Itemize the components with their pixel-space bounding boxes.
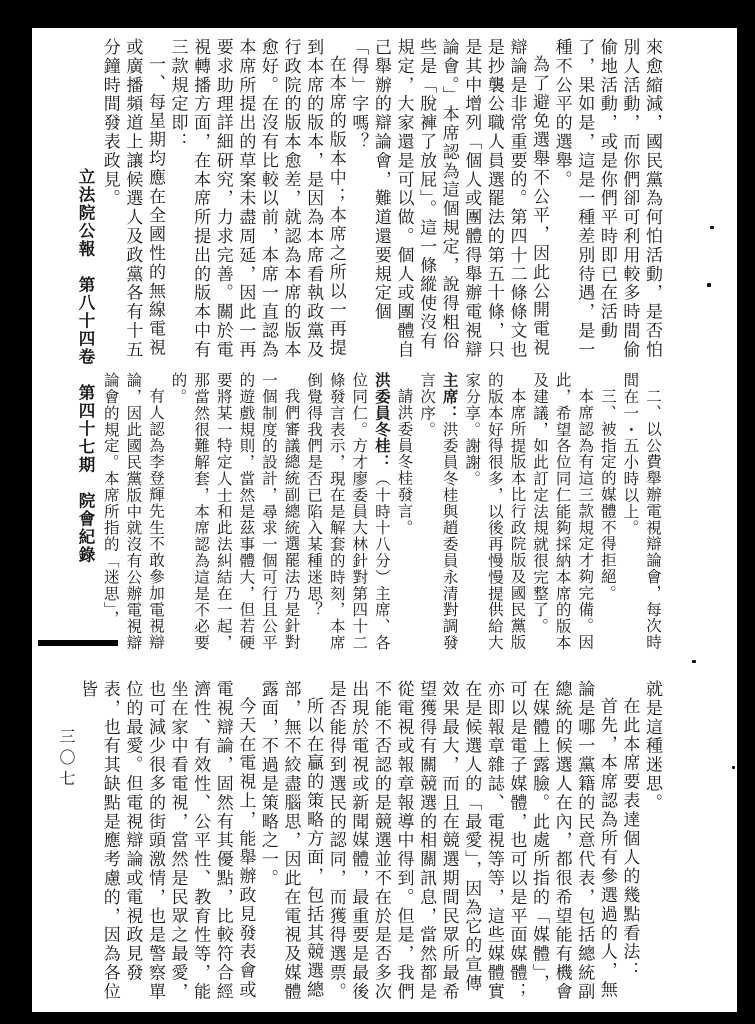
paragraph: 有人認為李登輝先生不敢參加電視辯論，因此國民黨版中就沒有公辦電視辯論會的規定。本席所指的「迷思」， — [101, 372, 164, 651]
paragraph: 今天在電視上，能舉辦政見發表會或電視辯論，固然有其優點，比較符合經濟性、有效性、公平性、教育性等，能坐在家中看電視，當然是民眾之最愛，也可減少很多的街頭激情，也是警察單位的最愛。但電視辯論或電視政見發表，也有其缺點是應考慮的，因為各位皆 — [78, 680, 256, 1002]
page-surface — [32, 28, 737, 1012]
speaker-label-hong: 洪委員冬桂： — [372, 372, 390, 471]
page-number: 三〇七 — [57, 728, 74, 791]
paragraph: 請洪委員冬桂發言。 — [395, 387, 413, 536]
paragraph: 本席所提版本比行政院版及國民黨版的版本好得很多，以後再慢慢提供給大家分享。謝謝。 — [463, 372, 526, 651]
paragraph-speech — [302, 372, 392, 658]
text-band-top — [98, 38, 663, 362]
paragraph: 首先，本席認為所有參選過的人，無論是哪一黨籍的民意代表，包括總統副總統的候選人在內，都很希望能有機會在媒體上露臉。此處所指的「媒體」，可以是電子媒體，也可以是平面媒體；亦即報章雜誌、電視等等，這些媒體實在是候選人的「最愛」，因為它的宣傳效果最大，而且在競選期間民眾所最希望獲得有關競選的相關訊息，當然都是從電視或報章報導中得到。但是，我們不能不否認的是競選並不在於是否多次出現於電視或新聞媒體，最重要是最後是否能得到選民的認同，而獲得選票。 — [326, 680, 617, 1002]
paragraph: 就是這種迷思。 — [643, 680, 662, 813]
paragraph: 本席認為有這三款規定才夠完備。因此，希望各位同仁能夠採納本席的版本及建議，如此訂定法規就很完整了。 — [531, 372, 594, 651]
paragraph-speech — [414, 372, 459, 658]
paragraph-list-item: 三、被指定的媒體不得拒絕。 — [598, 387, 616, 601]
paragraph-list-item: 一、每星期均應在全國性的無線電視或廣播頻道上讓候選人及政黨各有十五分鐘時間發表政見。 — [100, 38, 165, 360]
text-band-bottom — [76, 680, 663, 1004]
paragraph: 為了避免選舉不公平，因此公開電視辯論是非常重要的。第四十二條條文也是抄襲公職人員選罷法的第五十條，只是其中增列「個人或團體得舉辦電視辯論會。」本席認為這個規定，說得粗俗些是「脫褲了放屁」。這一條縱使沒有規定，大家還是可以做。個人或團體自己舉辦的辯論會，難道還要規定個「得」字嗎？ — [349, 38, 550, 360]
scan-speck — [692, 660, 696, 663]
speech-text: （十時十八分）主席、各位同仁。方才廖委員大林針對第四十二條發言表示，現在是解套的時刻，本席倒覺得我們是否已陷入某種迷思？ — [305, 372, 390, 651]
paragraph: 在本席的版本中；本席之所以一再提到本席的版本，是因為本席看執政黨及行政院的版本愈差，就認為本席的版本愈好。在沒有比較以前，本席一直認為本席所提出的草案未盡周延，因此一再要求助理詳細研究，力求完善。關於電視轉播方面，在本席所提出的版本中有三款規定即： — [168, 38, 346, 360]
paragraph: 來愈縮減，國民黨為何怕活動，是否怕別人活動，而你們卻可利用較多時間偷偷地活動，或是你們平時即已在活動了，果如是，這是一種差別待遇，是一種不公平的選舉。 — [552, 38, 662, 360]
scan-speck — [710, 226, 714, 229]
text-band-middle — [98, 372, 663, 658]
speech-text: 洪委員冬桂與趙委員永清對調發言次序。 — [418, 372, 458, 651]
paragraph: 我們審議總統副總統選罷法乃是針對一個制度的設計，尋求一個可行且公平的遊戲規則，當然是茲事體大，但若硬要將某一特定人士和此法糾結在一起，那當然很難解套，本席認為這是不必要的。 — [169, 372, 300, 651]
scan-streak-artifact — [38, 640, 118, 646]
speaker-label-chair: 主席： — [440, 372, 458, 422]
paragraph: 所以在贏的策略方面，包括其競選總部，無不絞盡腦思，因此在電視及媒體露面，不過是策略之一。 — [258, 680, 324, 1002]
scan-speck — [732, 766, 735, 769]
scan-speck — [707, 283, 711, 287]
paragraph: 在此本席要表達個人的幾點看法： — [620, 697, 640, 981]
gazette-running-title: 立法院公報 第八十四卷 第四十七期 院會紀錄 — [76, 168, 95, 564]
paragraph-list-item: 二、以公費舉辦電視辯論會，每次時間在一・五小時以上。 — [621, 372, 661, 650]
